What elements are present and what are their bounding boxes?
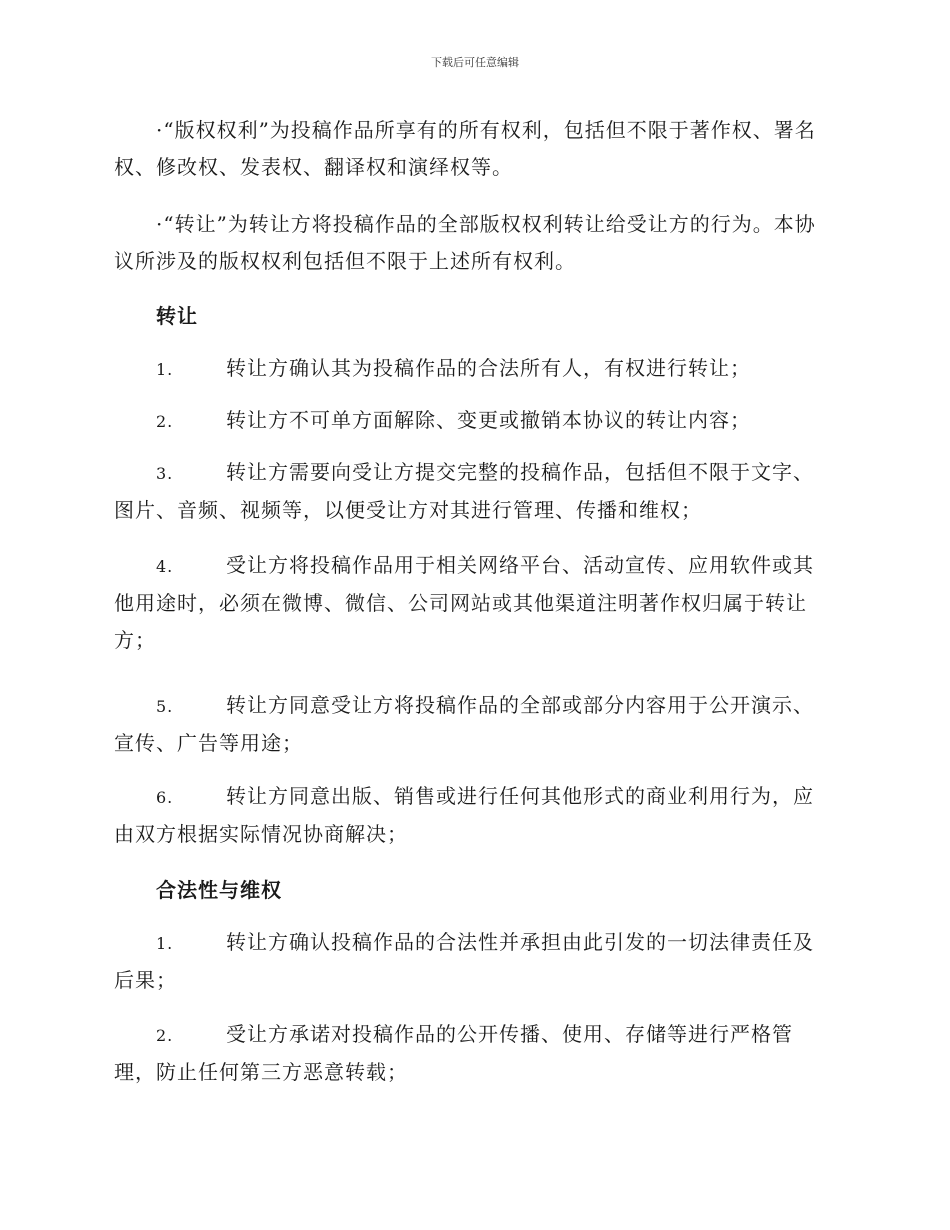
definition-transfer: ·“转让”为转让方将投稿作品的全部版权权利转让给受让方的行为。本协议所涉及的版权权利包括但不限于上述所有权利。: [114, 212, 816, 273]
list-item: [114, 402, 834, 440]
list-item: [114, 778, 834, 853]
list-item: [114, 687, 834, 762]
item-number: 6.: [156, 788, 174, 807]
item-number: 1.: [156, 360, 174, 379]
section-heading-legality: 合法性与维权: [156, 878, 282, 902]
item-number: 2.: [156, 1026, 174, 1045]
item-text: 转让方确认其为投稿作品的合法所有人，有权进行转让；: [226, 356, 751, 380]
item-text: 转让方同意出版、销售或进行任何其他形式的商业利用行为，应由双方根据实际情况协商解决；: [114, 784, 814, 846]
item-number: 5.: [156, 697, 174, 716]
definition-copyright: ·“版权权利”为投稿作品所享有的所有权利，包括但不限于著作权、署名权、修改权、发表权、翻译权和演绎权等。: [114, 118, 816, 179]
item-number: 3.: [156, 464, 174, 483]
item-text: 受让方将投稿作品用于相关网络平台、活动宣传、应用软件或其他用途时，必须在微博、微信、公司网站或其他渠道注明著作权归属于转让方；: [114, 553, 814, 652]
section-heading-transfer: 转让: [156, 304, 198, 328]
item-text: 转让方同意受让方将投稿作品的全部或部分内容用于公开演示、宣传、广告等用途；: [114, 693, 814, 755]
list-item: [114, 924, 834, 999]
item-text: 转让方需要向受让方提交完整的投稿作品，包括但不限于文字、图片、音频、视频等，以便受让方对其进行管理、传播和维权；: [114, 460, 814, 522]
item-text: 受让方承诺对投稿作品的公开传播、使用、存储等进行严格管理，防止任何第三方恶意转载；: [114, 1022, 793, 1084]
list-item: [114, 547, 834, 659]
list-item: [114, 1016, 834, 1091]
item-text: 转让方确认投稿作品的合法性并承担由此引发的一切法律责任及后果；: [114, 930, 814, 992]
item-number: 1.: [156, 934, 174, 953]
page-header: 下载后可任意编辑: [431, 56, 519, 69]
list-item: [114, 454, 834, 529]
item-number: 4.: [156, 557, 174, 576]
item-text: 转让方不可单方面解除、变更或撤销本协议的转让内容；: [226, 408, 751, 432]
item-number: 2.: [156, 412, 174, 431]
list-item: [114, 350, 834, 388]
